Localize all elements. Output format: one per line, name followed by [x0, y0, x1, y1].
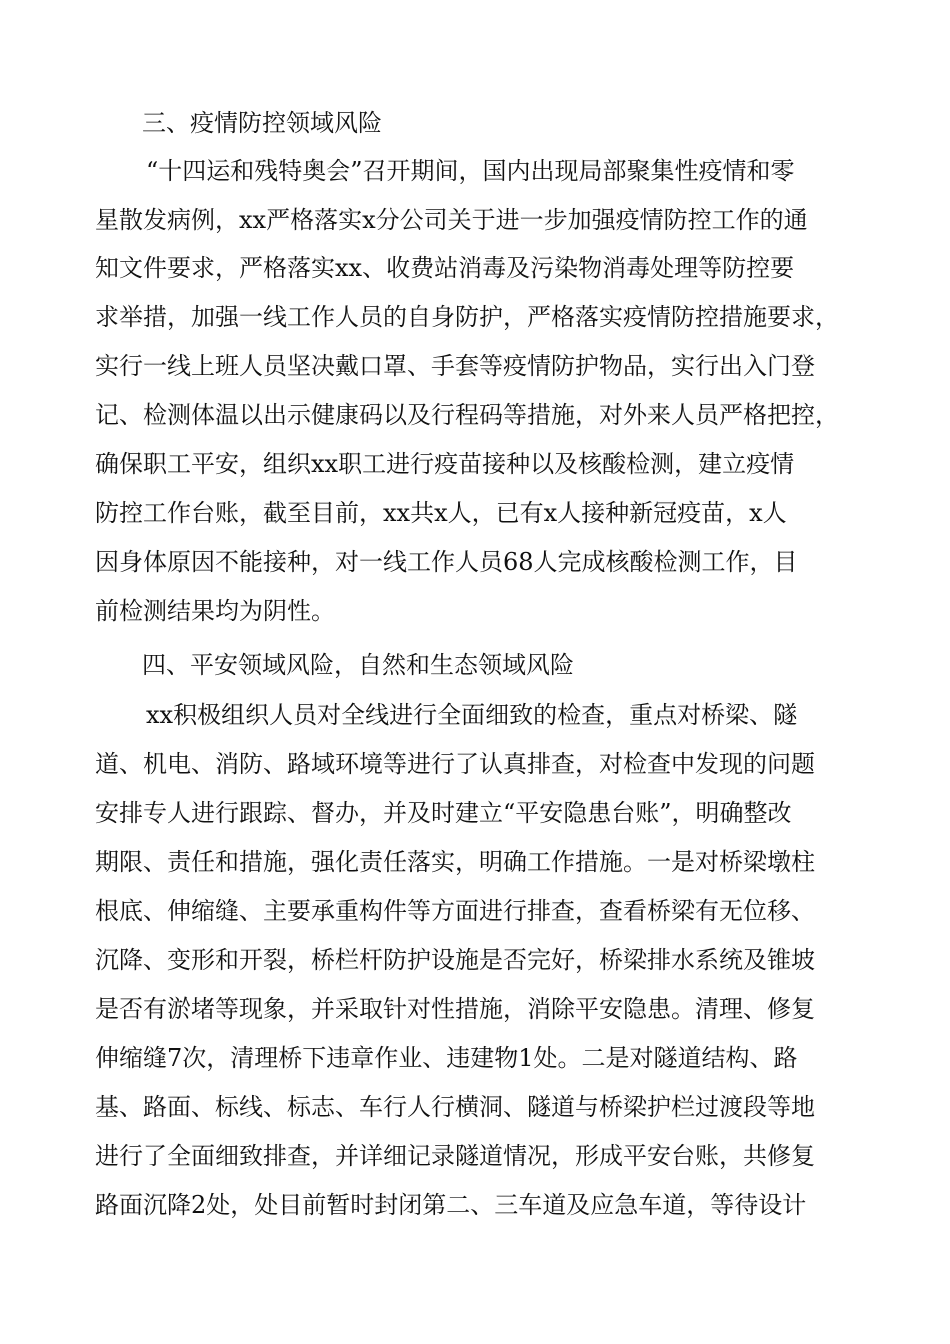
- paragraph-line: 实行一线上班人员坚决戴口罩、手套等疫情防护物品，实行出入门登: [95, 352, 815, 380]
- paragraph-line: 确保职工平安，组织xx职工进行疫苗接种以及核酸检测，建立疫情: [95, 450, 795, 478]
- paragraph-line: 根底、伸缩缝、主要承重构件等方面进行排查，查看桥梁有无位移、: [95, 897, 815, 925]
- paragraph-line: 基、路面、标线、标志、车行人行横洞、隧道与桥梁护栏过渡段等地: [95, 1093, 815, 1121]
- paragraph-line: “十四运和残特奥会”召开期间，国内出现局部聚集性疫情和零: [146, 157, 795, 185]
- paragraph-line: 沉降、变形和开裂，桥栏杆防护设施是否完好，桥梁排水系统及锥坡: [95, 946, 815, 974]
- section-3-heading: 三、疫情防控领域风险: [142, 109, 382, 137]
- paragraph-line: 路面沉降2处，处目前暂时封闭第二、三车道及应急车道，等待设计: [95, 1191, 807, 1219]
- paragraph-line: 伸缩缝7次，清理桥下违章作业、违建物1处。二是对隧道结构、路: [95, 1044, 798, 1072]
- paragraph-line: 知文件要求，严格落实xx、收费站消毒及污染物消毒处理等防控要: [95, 254, 795, 282]
- paragraph-line: 是否有淤堵等现象，并采取针对性措施，消除平安隐患。清理、修复: [95, 995, 815, 1023]
- paragraph-line: 星散发病例，xx严格落实x分公司关于进一步加强疫情防控工作的通: [95, 206, 808, 234]
- section-4-heading: 四、平安领域风险，自然和生态领域风险: [142, 651, 574, 679]
- paragraph-line: xx积极组织人员对全线进行全面细致的检查，重点对桥梁、隧: [146, 701, 798, 729]
- paragraph-line: 安排专人进行跟踪、督办，并及时建立“平安隐患台账”，明确整改: [95, 799, 792, 827]
- paragraph-line: 记、检测体温以出示健康码以及行程码等措施，对外来人员严格把控，: [95, 401, 839, 429]
- paragraph-line: 进行了全面细致排查，并详细记录隧道情况，形成平安台账，共修复: [95, 1142, 815, 1170]
- paragraph-line: 期限、责任和措施，强化责任落实，明确工作措施。一是对桥梁墩柱: [95, 848, 815, 876]
- paragraph-line: 道、机电、消防、路域环境等进行了认真排查，对检查中发现的问题: [95, 750, 815, 778]
- paragraph-line: 防控工作台账，截至目前，xx共x人，已有x人接种新冠疫苗，x人: [95, 499, 787, 527]
- paragraph-line: 求举措，加强一线工作人员的自身防护，严格落实疫情防控措施要求，: [95, 303, 839, 331]
- paragraph-line: 前检测结果均为阴性。: [95, 597, 335, 625]
- paragraph-line: 因身体原因不能接种，对一线工作人员68人完成核酸检测工作，目: [95, 548, 798, 576]
